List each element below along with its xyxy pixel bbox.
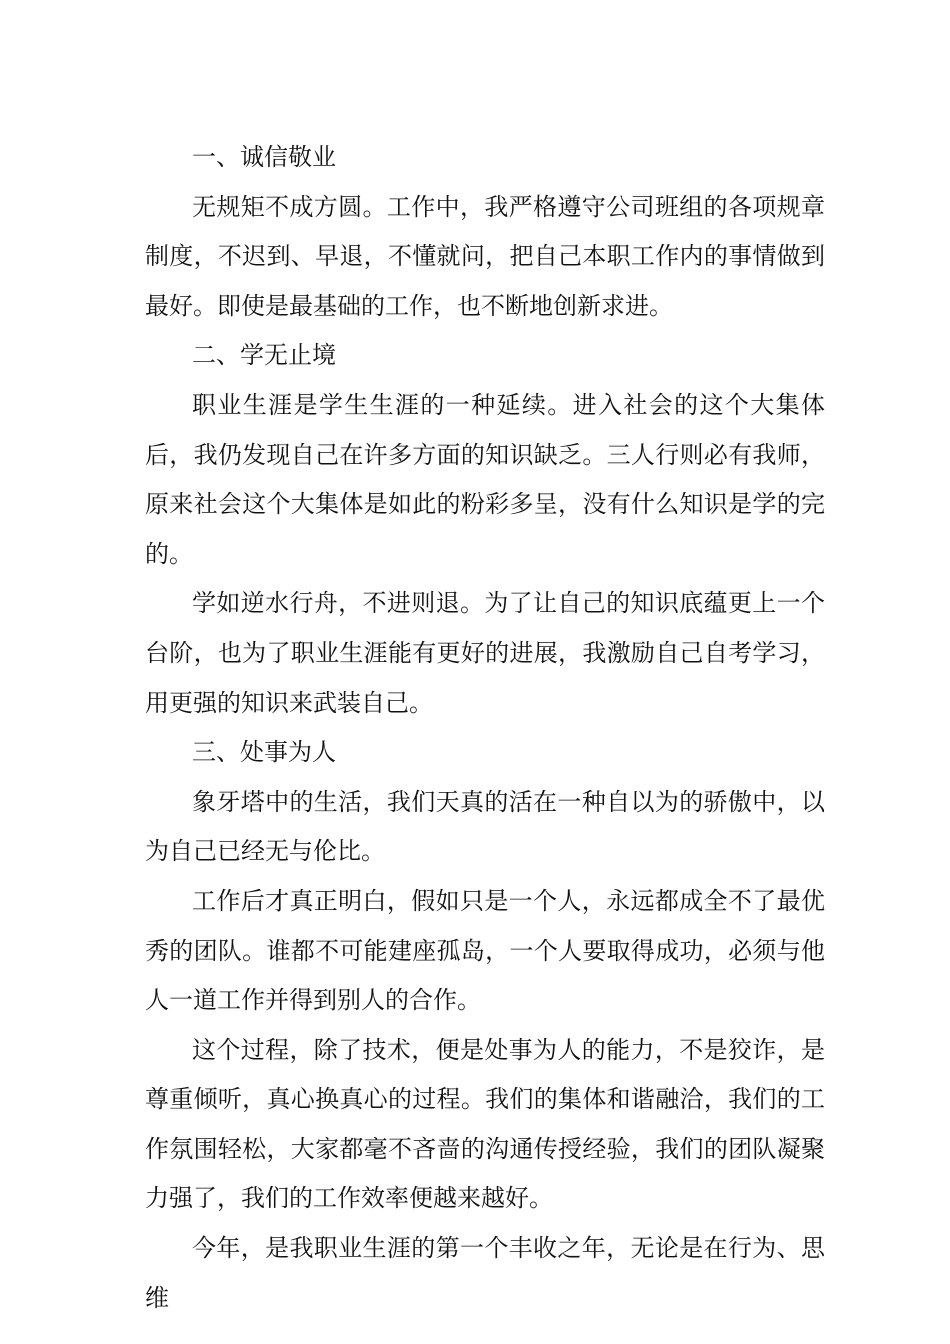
paragraph: 职业生涯是学生生涯的一种延续。进入社会的这个大集体后，我仍发现自己在许多方面的知识缺乏。三人行则必有我师，原来社会这个大集体是如此的粉彩多呈，没有什么知识是学的完的。 [145,390,825,568]
paragraph: 象牙塔中的生活，我们天真的活在一种自以为的骄傲中，以为自己已经无与伦比。 [145,787,825,866]
paragraph: 学如逆水行舟，不进则退。为了让自己的知识底蕴更上一个台阶，也为了职业生涯能有更好的进展，我激励自己自考学习，用更强的知识来武装自己。 [145,589,825,717]
section-heading: 一、诚信敬业 [192,143,336,171]
section-heading: 三、处事为人 [192,738,336,767]
paragraph: 无规矩不成方圆。工作中，我严格遵守公司班组的各项规章制度，不迟到、早退，不懂就问，把自己本职工作内的事情做到最好。即使是最基础的工作，也不断地创新求进。 [145,192,825,320]
paragraph: 今年，是我职业生涯的第一个丰收之年，无论是在行为、思维 [145,1234,825,1312]
section-heading: 二、学无止境 [192,341,336,370]
paragraph: 工作后才真正明白，假如只是一个人，永远都成全不了最优秀的团队。谁都不可能建座孤岛，一个人要取得成功，必须与他人一道工作并得到别人的合作。 [145,886,825,1015]
paragraph: 这个过程，除了技术，便是处事为人的能力，不是狡诈，是尊重倾听，真心换真心的过程。我们的集体和谐融洽，我们的工作氛围轻松，大家都毫不吝啬的沟通传授经验，我们的团队凝聚力强了，我们的工作效率便越来越好。 [145,1035,825,1213]
document-body [145,133,825,1323]
